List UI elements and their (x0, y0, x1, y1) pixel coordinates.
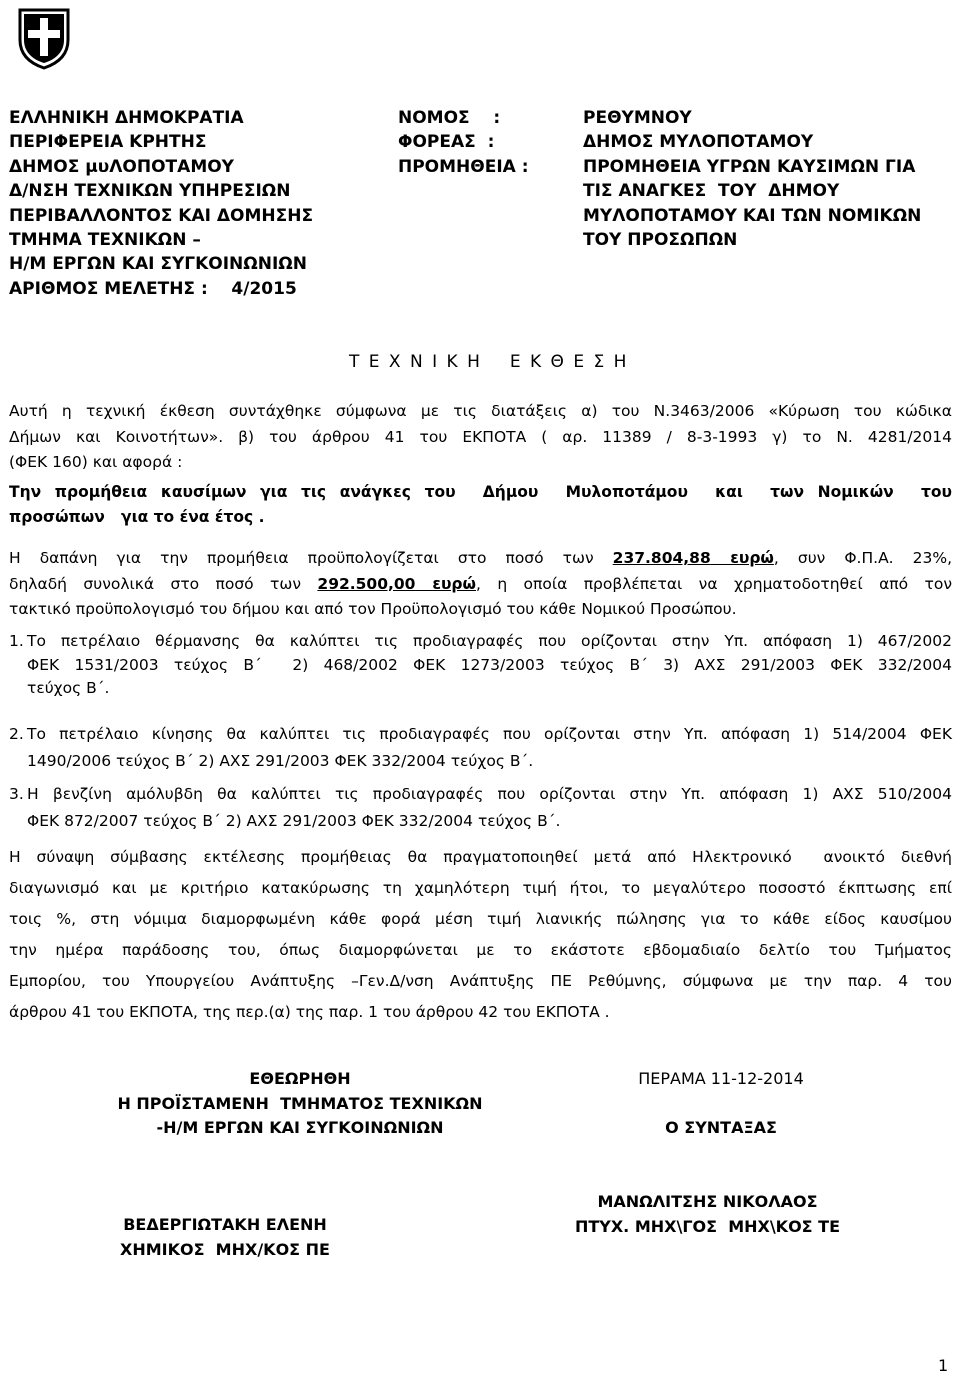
approver-department: -Η/Μ ΕΡΓΩΝ ΚΑΙ ΣΥΓΚΟΙΝΩΝΙΩΝ (156, 1118, 444, 1137)
contract-line: Εμπορίου, του Υπουργείου Ανάπτυξης –Γεν.Δ/νση Ανάπτυξης ΠΕ Ρεθύμνης, σύμφωνα με την παρ. 4 του (9, 972, 952, 990)
author-signature (530, 1189, 885, 1239)
issuer-line: ΕΛΛΗΝΙΚΗ ΔΗΜΟΚΡΑΤΙΑ (9, 108, 244, 128)
place-date: ΠΕΡΑΜΑ 11-12-2014 (638, 1069, 804, 1088)
value-promitheia: ΤΟΥ ΠΡΟΣΩΠΩΝ (583, 230, 738, 251)
value-promitheia: ΜΥΛΟΠΟΤΑΜΟΥ ΚΑΙ ΤΩΝ ΝΟΜΙΚΩΝ (583, 205, 922, 226)
document-title (349, 352, 628, 372)
contract-line: Η σύναψη σύμβασης εκτέλεσης προμήθειας θα πραγματοποιηθεί μετά από Ηλεκτρονικό ανοικτό διεθνή (9, 848, 952, 866)
item-line: ΦΕΚ 872/2007 τεύχος Β΄ 2) ΑΧΣ 291/2003 ΦΕΚ 332/2004 τεύχος Β΄. (27, 811, 561, 830)
title-part-1: Τ Ε Χ Ν Ι Κ Η (349, 352, 482, 372)
approved-label: ΕΘΕΩΡΗΘΗ (249, 1069, 351, 1088)
cost-line (9, 547, 952, 571)
list-item (9, 783, 952, 833)
greek-coat-of-arms-icon (16, 6, 72, 70)
contract-line: τοις %, στη νόμιμα διαμορφωμένη κάθε φορά μέση τιμή λιανικής πώλησης για το κάθε είδος καυσίμου (9, 910, 952, 928)
page-number: 1 (938, 1356, 949, 1375)
net-amount (613, 549, 774, 567)
approver-signature (90, 1212, 360, 1262)
net-amount-currency: ευρώ (710, 549, 774, 567)
approver-title: ΧΗΜΙΚΟΣ ΜΗΧ/ΚΟΣ ΠΕ (120, 1240, 330, 1259)
issuer-line: ΔΗΜΟΣ μυΛΟΠΟΤΑΜΟΥ (9, 156, 234, 177)
issuer-line: ΠΕΡΙΒΑΛΛΟΝΤΟΣ ΚΑΙ ΔΟΜΗΣΗΣ (9, 205, 314, 226)
issuer-line: ΤΜΗΜΑ ΤΕΧΝΙΚΩΝ – (9, 230, 201, 251)
cost-text: Η δαπάνη για την προμήθεια προϋπολογίζεται στο ποσό των (9, 549, 613, 567)
list-item (9, 723, 952, 773)
approver-role: Η ΠΡΟΪΣΤΑΜΕΝΗ ΤΜΗΜΑΤΟΣ ΤΕΧΝΙΚΩΝ (117, 1093, 483, 1113)
item-line: Το πετρέλαιο θέρμανσης θα καλύπτει τις προδιαγραφές που ορίζονται στην Υπ. απόφαση 1) 467/2002 (27, 632, 952, 650)
cost-paragraph (9, 547, 952, 622)
issuer-line: Δ/ΝΣΗ ΤΕΧΝΙΚΩΝ ΥΠΗΡΕΣΙΩΝ (9, 181, 291, 202)
intro-paragraph (9, 400, 952, 530)
subject-line: προσώπων για το ένα έτος . (9, 508, 265, 526)
item-number: 2. (9, 725, 24, 743)
item-line: ΦΕΚ 1531/2003 τεύχος Β΄ 2) 468/2002 ΦΕΚ 1273/2003 τεύχος Β΄ 3) ΑΧΣ 291/2003 ΦΕΚ 332/2004 (27, 655, 952, 674)
item-line: 1490/2006 τεύχος Β΄ 2) ΑΧΣ 291/2003 ΦΕΚ 332/2004 τεύχος Β΄. (27, 751, 534, 770)
cost-text: δηλαδή συνολικά στο ποσό των (9, 574, 318, 593)
contract-line: διαγωνισμό και με κριτήριο κατακύρωσης τη χαμηλότερη τιμή ήτοι, το μεγαλύτερο ποσοστό έκπτωσης επί (9, 879, 952, 897)
cost-text: , η οποία προβλέπεται να χρηματοδοτηθεί από τον (476, 574, 952, 593)
item-line: Το πετρέλαιο κίνησης θα καλύπτει τις προδιαγραφές που ορίζονται στην Υπ. απόφαση 1) 514/2004 ΦΕΚ (27, 725, 952, 743)
value-promitheia: ΠΡΟΜΗΘΕΙΑ ΥΓΡΩΝ ΚΑΥΣΙΜΩΝ ΓΙΑ (583, 156, 916, 177)
net-amount-value: 237.804,88 (612, 549, 711, 567)
label-nomos: ΝΟΜΟΣ : (398, 108, 501, 128)
approver-name: ΒΕΔΕΡΓΙΩΤΑΚΗ ΕΛΕΝΗ (123, 1215, 327, 1234)
contract-line: άρθρου 41 του ΕΚΠΟΤΑ, της περ.(α) της παρ. 1 του άρθρου 42 του ΕΚΠΟΤΑ . (9, 1003, 610, 1021)
cost-text: , συν Φ.Π.Α. 23%, (773, 549, 953, 567)
author-role: Ο ΣΥΝΤΑΞΑΣ (665, 1118, 777, 1137)
intro-line: Αυτή η τεχνική έκθεση συντάχθηκε σύμφωνα με τις διατάξεις α) του Ν.3463/2006 «Κύρωση του κώδικα (9, 402, 952, 420)
item-number: 1. (9, 632, 24, 650)
item-line: Η βενζίνη αμόλυβδη θα καλύπτει τις προδιαγραφές που ορίζονται στην Υπ. απόφαση 1) ΑΧΣ 510/2004 (27, 785, 952, 803)
study-number: ΑΡΙΘΜΟΣ ΜΕΛΕΤΗΣ : 4/2015 (9, 278, 297, 299)
value-nomos: ΡΕΘΥΜΝΟΥ (583, 108, 692, 128)
value-foreas: ΔΗΜΟΣ ΜΥΛΟΠΟΤΑΜΟΥ (583, 132, 814, 153)
title-part-2: Ε Κ Θ Ε Σ Η (509, 352, 629, 372)
approval-block (90, 1067, 510, 1141)
cost-line (9, 573, 952, 597)
list-item (9, 630, 952, 704)
item-line: τεύχος Β΄. (27, 679, 110, 697)
item-number: 3. (9, 785, 24, 803)
author-title: ΠΤΥΧ. ΜΗΧ\ΓΟΣ ΜΗΧ\ΚΟΣ ΤΕ (574, 1217, 841, 1236)
header-labels (398, 106, 529, 179)
total-amount-currency: ευρώ (415, 574, 476, 593)
label-foreas: ΦΟΡΕΑΣ : (398, 132, 495, 153)
author-name: ΜΑΝΩΛΙΤΣΗΣ ΝΙΚΟΛΑΟΣ (597, 1192, 818, 1211)
issuer-block (9, 106, 313, 301)
intro-line: (ΦΕΚ 160) και αφορά : (9, 453, 183, 471)
issuer-line: ΠΕΡΙΦΕΡΕΙΑ ΚΡΗΤΗΣ (9, 132, 207, 153)
contract-line: την ημέρα παράδοσης του, όπως διαμορφώνεται με το εκάστοτε εβδομαδιαίο δελτίο του Τμήματος (9, 941, 952, 959)
intro-line: Δήμων και Κοινοτήτων». β) του άρθρου 41 του ΕΚΠΟΤΑ ( αρ. 11389 / 8-3-1993 γ) το Ν. 4281/2014 (9, 427, 952, 446)
label-promitheia: ΠΡΟΜΗΘΕΙΑ : (398, 156, 529, 177)
header-values (583, 106, 921, 252)
subject-line: Την προμήθεια καυσίμων για τις ανάγκες του Δήμου Μυλοποτάμου και των Νομικών του (9, 482, 952, 501)
contract-paragraph (9, 842, 952, 1028)
total-amount-value: 292.500,00 (317, 574, 416, 593)
value-promitheia: ΤΙΣ ΑΝΑΓΚΕΣ ΤΟΥ ΔΗΜΟΥ (583, 181, 840, 202)
total-amount (317, 575, 476, 593)
issuer-line: Η/Μ ΕΡΓΩΝ ΚΑΙ ΣΥΓΚΟΙΝΩΝΙΩΝ (9, 254, 307, 275)
cost-line: τακτικό προϋπολογισμό του δήμου και από τον Προϋπολογισμό του κάθε Νομικού Προσώπου. (9, 600, 737, 618)
